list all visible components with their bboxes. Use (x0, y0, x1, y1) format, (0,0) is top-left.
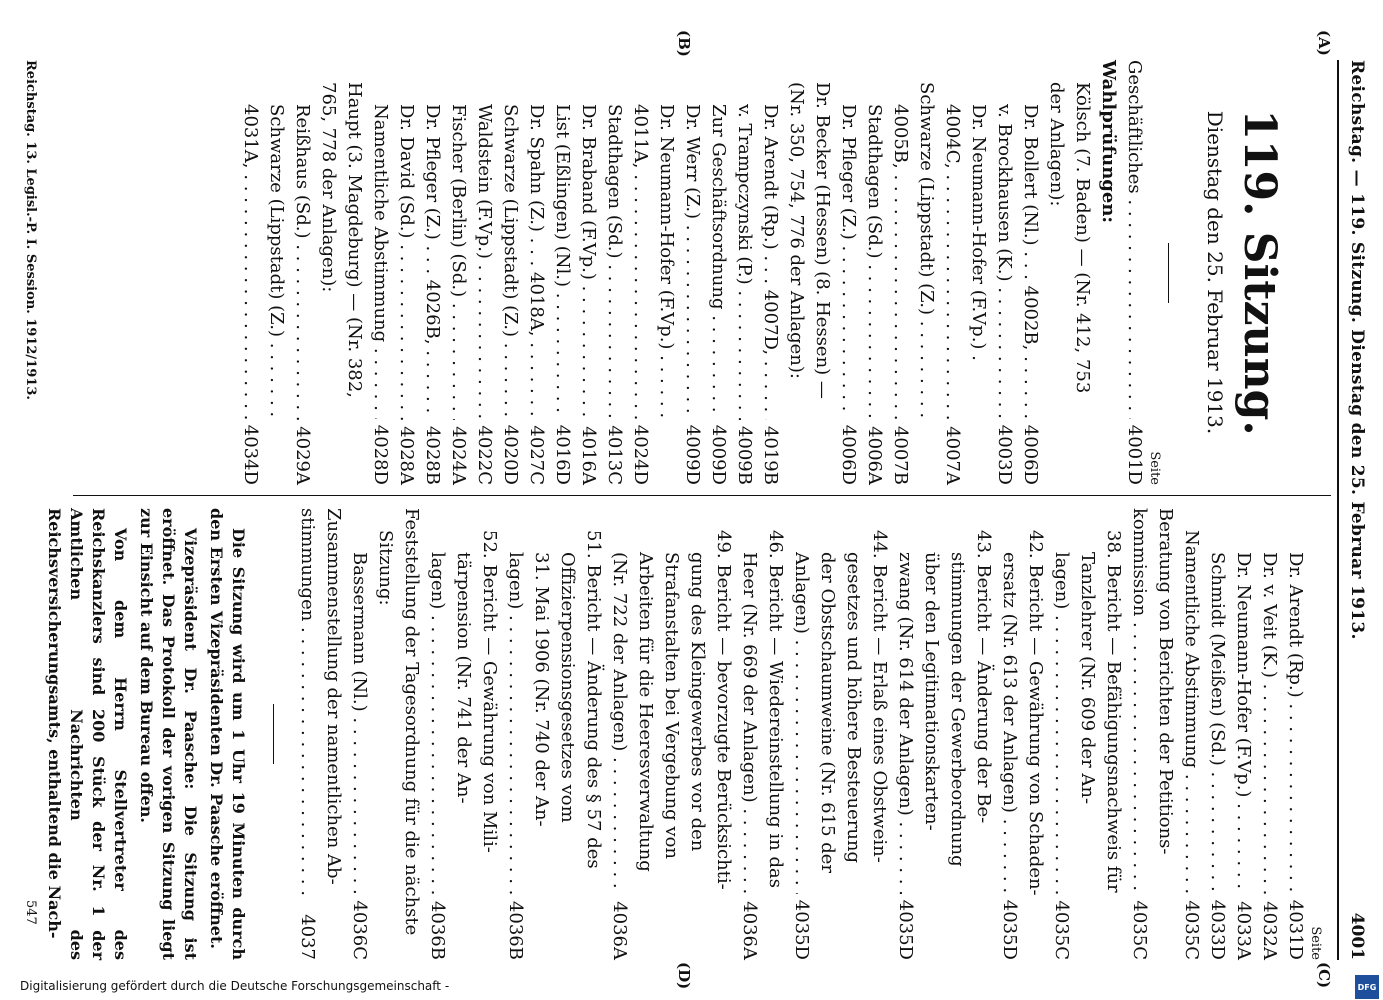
right-toc-text-line: der Obstschaumweine (Nr. 615 der (817, 552, 838, 874)
left-toc-entry-page: 4028B (421, 425, 443, 485)
left-toc-text-line: Kölsch (7. Baden) — (Nr. 412, 753 (1071, 82, 1093, 394)
right-toc-text-line: Offizierpensionsgesetzes vom (557, 552, 578, 823)
right-toc-entry-page: 4035C (1181, 900, 1202, 960)
left-toc-entry-label: 4005B, . . . (887, 104, 913, 420)
left-toc-entry-page: 4007A (941, 426, 963, 485)
session-paragraph: Die Sitzung wird um 1 Uhr 19 Minuten durch den Ersten Vizepräsidenten Dr. Paasche eröffnet. (207, 508, 248, 960)
right-toc-entry-page: 4035D (999, 899, 1020, 960)
right-toc-entry-label: Dr. v. Veit (K.) . . . (1256, 552, 1282, 895)
left-toc-entry (705, 60, 731, 485)
left-toc-entry (549, 60, 575, 485)
left-toc-entry (861, 60, 887, 485)
left-toc-entry-page: 4001D (1123, 424, 1145, 485)
running-header (1339, 60, 1373, 960)
left-toc-entry (991, 60, 1017, 485)
left-column (237, 60, 1323, 485)
left-toc-entry-label: Dr. Neumann-Hofer (F.Vp.) . . . (653, 104, 679, 421)
left-toc-entry (393, 60, 419, 485)
left-toc-entry-page: 4020D (499, 424, 521, 485)
left-toc-entry-page: 4009B (733, 425, 755, 485)
right-toc-entry (502, 508, 528, 960)
left-toc-text-line: Dr. Becker (Hessen) (8. Hessen) — (811, 82, 833, 399)
left-toc-entry-label: Dr. Braband (F.Vp.) . . . (575, 104, 601, 420)
left-toc-entry-label: Geschäftliches . . . (1121, 60, 1147, 419)
dfg-logo: DFG (1355, 975, 1379, 999)
left-toc-entry (679, 60, 705, 485)
left-toc-entry (419, 60, 445, 485)
right-toc-entry (736, 508, 762, 960)
left-toc-entry-page: 4007B (889, 425, 911, 485)
left-toc-entry-label: Zur Geschäftsordnung . . . (705, 104, 731, 419)
right-toc-entry-label: ersatz (Nr. 613 der Anlagen) . . . (996, 552, 1022, 894)
right-toc-text-line: Arbeiten für die Heeresverwaltung (635, 552, 656, 872)
left-toc-entry-label: 4011A, . . . (627, 104, 653, 419)
seite-label-right: Seite (1308, 926, 1323, 960)
left-toc-entry (575, 60, 601, 485)
right-toc-entry-label: kommission . . . (1126, 508, 1152, 894)
left-toc-entry-page: 4024A (447, 426, 469, 485)
left-toc-entry-page: 4009D (707, 424, 729, 485)
left-toc-entry-label: 4031A, . . . (237, 104, 263, 419)
right-toc-entry-page: 4032A (1259, 901, 1280, 960)
right-toc-entry (1204, 508, 1230, 960)
session-title: 119. Sitzung. (1234, 109, 1285, 436)
session-paragraph: Vizepräsident Dr. Paasche: Die Sitzung ist eröffnet. Das Protokoll der vorigen Sitzung liegt zur Einsicht auf dem Bureau offen. (137, 508, 200, 960)
right-toc-text-line: stimmungen der Gewerbeordnung (947, 552, 968, 867)
right-toc-entry-page: 4035D (791, 899, 812, 960)
right-toc-entry (996, 508, 1022, 960)
right-toc-text-line: 49. Bericht — bevorzugte Berücksichti- (713, 530, 734, 890)
right-toc-text-line: 52. Bericht — Gewährung von Mili- (479, 530, 500, 853)
left-toc-entry-page: 4028A (395, 426, 417, 485)
left-toc-entry (471, 60, 497, 485)
right-toc-entry (346, 508, 372, 960)
left-toc-entry-page: 4027C (525, 425, 547, 485)
left-toc-entry (289, 60, 315, 485)
left-toc-entry (939, 60, 965, 485)
left-toc-entry-label: Namentliche Abstimmung . . . (367, 104, 393, 419)
left-toc-text-line: Dr. Neumann-Hofer (F.Vp.) . (967, 104, 989, 361)
right-toc-entry-label: Namentliche Abstimmung . . . (1178, 530, 1204, 894)
right-toc-entry-label: zwang (Nr. 614 der Anlagen) . . . (892, 552, 918, 894)
left-toc-entry-label: Dr. Werr (Z.) . . . (679, 104, 705, 419)
left-toc-entry-label: Fischer (Berlin) (Sd.) . . . (445, 104, 471, 420)
left-toc-entry-page: 4013C (603, 425, 625, 485)
right-toc-entry (892, 508, 918, 960)
right-toc-text-line: Tanzlehrer (Nr. 609 der An- (1077, 552, 1098, 805)
seite-label-left: Seite (1146, 451, 1162, 485)
left-toc-entry-label: Dr. Pfleger (Z.) . . . 4026B, . . . (419, 104, 445, 420)
left-toc-entry-label: v. Brockhausen (K.) . . . (991, 104, 1017, 419)
left-toc-entry (237, 60, 263, 485)
left-toc-entry (523, 60, 549, 485)
title-rule (1168, 243, 1169, 303)
left-toc-entry-label: Dr. Bollert (Nl.) . . . 4002B, . . . (1017, 104, 1043, 419)
left-toc-entry (653, 60, 679, 485)
right-toc-entry-label: Bassermann (Nl.) . . . (346, 552, 372, 894)
left-toc-entry (757, 60, 783, 485)
right-toc-text-line: gesetzes und höhere Besteuerung (843, 552, 864, 864)
left-toc-entry (835, 60, 861, 485)
right-toc-text-line: 44. Bericht — Erlaß eines Obstwein- (869, 530, 890, 863)
left-toc-entry-page: 4016D (551, 424, 573, 485)
right-toc-entry-label: Dr. Neumann-Hofer (F.Vp.) . . . (1230, 552, 1256, 895)
right-toc-entry-label: Dr. Arendt (Rp.) . . . (1282, 552, 1308, 894)
left-toc-entry (731, 60, 757, 485)
right-toc-text-line: 43. Bericht — Änderung der Be- (973, 530, 994, 824)
left-toc-entry (1121, 60, 1147, 485)
right-toc-entry-label: stimmungen . . . (294, 508, 320, 896)
left-toc-entry-label: Stadthagen (Sd.) . . . (861, 104, 887, 420)
footer-imprint: Reichstag. 13. Legisl.-P. I. Session. 1912/1913. (23, 60, 38, 400)
left-toc-entry-label: Reißhaus (Sd.) . . . (289, 104, 315, 420)
left-toc-entry-label: Schwarze (Lippstadt) (Z.) . . . (263, 104, 289, 421)
left-toc-entry-label: 4004C, . . . (939, 104, 965, 420)
left-toc-entry (913, 60, 939, 485)
left-toc-text-line: (Nr. 350, 754, 776 der Anlagen): (785, 82, 807, 379)
right-toc-entry (1048, 508, 1074, 960)
footer-signature: 547 (23, 900, 38, 925)
right-toc-entry-page: 4036C (349, 900, 370, 960)
right-toc-entry-page: 4037 (297, 914, 318, 960)
left-toc-entry-page: 4003D (993, 424, 1015, 485)
left-toc-text-line: 765, 778 der Anlagen): (317, 82, 339, 293)
left-toc-entry-label: v. Trampczynski (P.) . . . (731, 104, 757, 420)
right-toc-entry (788, 508, 814, 960)
session-date: Dienstag den 25. Februar 1913. (1202, 110, 1227, 435)
right-toc-text-line: tärpension (Nr. 741 der An- (453, 552, 474, 804)
margin-mark-c: (C) (1315, 962, 1333, 989)
right-toc-entry-page: 4036A (609, 901, 630, 960)
header-rule (1337, 60, 1339, 960)
session-text (43, 508, 249, 960)
right-toc-text-line: gung des Kleingewerbes vor den (687, 552, 708, 852)
left-toc-entry-label: List (Eßlingen) (Nl.) . . . (549, 104, 575, 419)
left-toc-entry-label: Dr. David (Sd.) . . . (393, 104, 419, 420)
right-toc-text-line: Feststellung der Tagesordnung für die nächste (401, 508, 422, 936)
left-toc-entry-page: 4009D (681, 424, 703, 485)
right-column (39, 508, 1323, 960)
digitization-credit (0, 975, 1383, 1000)
left-toc-entry-label: Dr. Pfleger (Z.) . . . (835, 104, 861, 419)
right-toc-entry (424, 508, 450, 960)
right-toc-entry (1230, 508, 1256, 960)
right-toc-entry-label: lagen) . . . (424, 552, 450, 895)
left-toc-entry-page: 4034D (239, 424, 261, 485)
right-toc-entry (1256, 508, 1282, 960)
left-toc-heading: Wahlprüfungen: (1097, 60, 1119, 224)
left-toc-text-line: Haupt (3. Magdeburg) — (Nr. 382, (343, 82, 365, 398)
right-toc-entry-page: 4036B (427, 900, 448, 960)
left-toc-entry (627, 60, 653, 485)
left-toc-entry-page: 4006A (863, 426, 885, 485)
right-toc-entry (606, 508, 632, 960)
right-toc (294, 508, 1308, 960)
right-toc-entry-page: 4031D (1285, 899, 1306, 960)
left-toc-entry (445, 60, 471, 485)
right-toc-entry (1282, 508, 1308, 960)
right-toc-entry (1126, 508, 1152, 960)
right-toc-entry-page: 4033A (1233, 901, 1254, 960)
left-toc (237, 60, 1147, 485)
right-toc-entry-page: 4035D (895, 899, 916, 960)
right-toc-text-line: 51. Bericht — Änderung des § 57 des (583, 530, 604, 869)
right-toc-entry-label: (Nr. 722 der Anlagen) . . . (606, 552, 632, 895)
left-toc-entry (1017, 60, 1043, 485)
right-toc-entry (1178, 508, 1204, 960)
left-toc-entry-page: 4006D (837, 424, 859, 485)
right-toc-entry-label: lagen) . . . (1048, 552, 1074, 894)
left-toc-entry-label: Schwarze (Lippstadt) (Z.) . . . (913, 82, 939, 421)
left-toc-entry (887, 60, 913, 485)
right-toc-text-line: Strafanstalten bei Vergebung von (661, 552, 682, 860)
left-toc-entry-label: Dr. Spahn (Z.) . . . 4018A, . . . (523, 104, 549, 419)
section-rule (273, 704, 274, 764)
left-toc-entry-page: 4024D (629, 424, 651, 485)
running-title: Reichstag. — 119. Sitzung. Dienstag den 25. Februar 1913. (1347, 60, 1367, 640)
right-toc-entry-label: lagen) . . . (502, 552, 528, 895)
right-toc-text-line: 42. Bericht — Gewährung von Schaden- (1025, 530, 1046, 896)
left-toc-entry (601, 60, 627, 485)
column-divider (73, 495, 1331, 496)
left-toc-entry (367, 60, 393, 485)
right-toc-text-line: 38. Bericht — Befähigungsnachweis für (1103, 530, 1124, 893)
left-toc-entry-label: Waldstein (F.Vp.) . . . (471, 104, 497, 419)
page-number: 4001 (1347, 912, 1367, 960)
left-toc-entry (497, 60, 523, 485)
right-toc-text-line: 46. Bericht — Wiedereinstellung in das (765, 530, 786, 888)
session-paragraph: Von dem Herrn Stellvertreter des Reichskanzlers sind 200 Stück der Nr. 1 der Amtlichen Nachrichten des Reichsversicherungsamts, enthaltend die Nach- (45, 508, 130, 960)
left-toc-entry-label: Stadthagen (Sd.) . . . (601, 104, 627, 419)
left-toc-entry-page: 4006D (1019, 424, 1041, 485)
left-toc-entry-page: 4022C (473, 425, 495, 485)
margin-mark-b: (B) (675, 30, 693, 57)
right-toc-text-line: über den Legitimationskarten- (921, 552, 942, 831)
right-toc-entry-label: Schmidt (Meißen) (Sd.) . . . (1204, 552, 1230, 894)
right-toc-text-line: Beratung von Berichten der Petitions- (1155, 508, 1176, 855)
right-toc-entry-page: 4035C (1129, 900, 1150, 960)
left-toc-text-line: der Anlagen): (1045, 82, 1067, 207)
right-toc-entry-label: Anlagen) . . . (788, 552, 814, 894)
credit-text: Digitalisierung gefördert durch die Deutsche Forschungsgemeinschaft - (20, 979, 450, 993)
margin-mark-a: (A) (1315, 30, 1333, 56)
right-toc-entry-page: 4033D (1207, 899, 1228, 960)
right-toc-entry (294, 508, 320, 960)
left-toc-entry-page: 4016A (577, 426, 599, 485)
right-toc-text-line: Sitzung: (375, 530, 396, 606)
right-toc-entry-label: Heer (Nr. 669 der Anlagen) . . . (736, 552, 762, 895)
left-toc-entry-label: Schwarze (Lippstadt) (Z.) . . . (497, 104, 523, 419)
margin-mark-d: (D) (675, 962, 693, 990)
left-toc-entry-page: 4028D (369, 424, 391, 485)
left-toc-entry (263, 60, 289, 485)
left-toc-entry-page: 4019B (759, 425, 781, 485)
right-toc-text-line: 31. Mai 1906 (Nr. 740 der An- (531, 552, 552, 827)
right-toc-text-line: Zusammenstellung der namentlichen Ab- (323, 508, 344, 885)
left-toc-entry-label: Dr. Arendt (Rp.) . . . 4007D, . . . (757, 104, 783, 420)
right-toc-entry-page: 4035C (1051, 900, 1072, 960)
right-toc-entry-page: 4036A (739, 901, 760, 960)
right-toc-entry-page: 4036B (505, 900, 526, 960)
left-toc-entry-page: 4029A (291, 426, 313, 485)
